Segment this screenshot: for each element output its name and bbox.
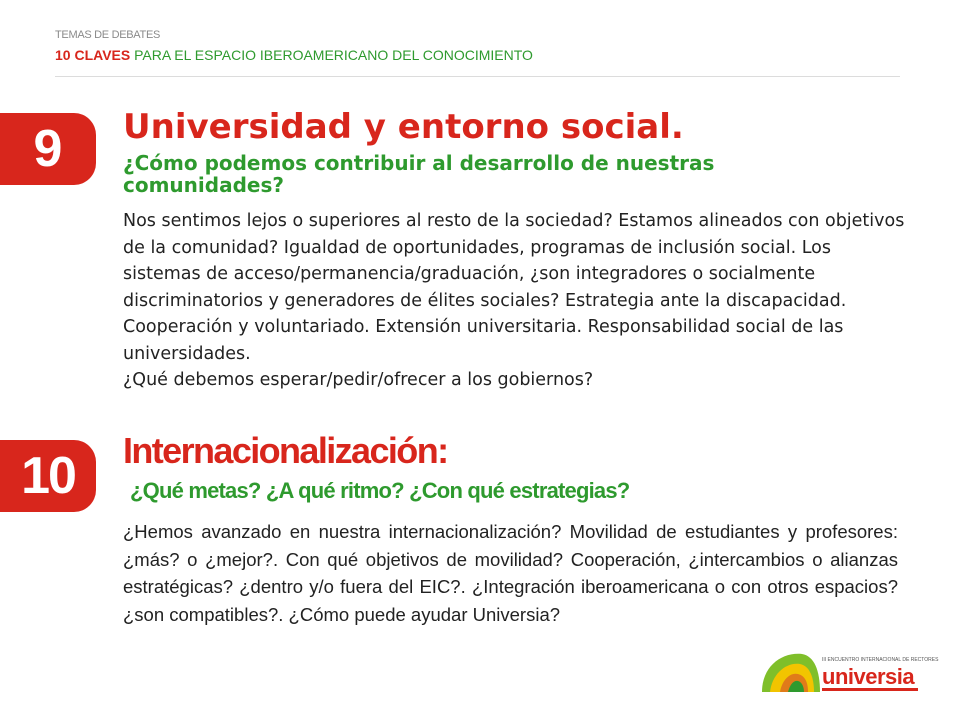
logo-caption: III ENCUENTRO INTERNACIONAL DE RECTORES [822,657,939,663]
section-number-9: 9 [0,113,96,185]
header-rest: PARA EL ESPACIO IBEROAMERICANO DEL CONOCIMIENTO [130,47,533,63]
header-kicker: TEMAS DE DEBATES [55,29,161,41]
section-body-10: ¿Hemos avanzado en nuestra internacionalización? Movilidad de estudiantes y profesores: ¿más? o ¿mejor?. Con qué objetivos de movilidad? Cooperación, ¿intercambios o alianzas estratégicas? ¿dentro y/o fuera del EIC?. ¿Integración iberoamericana o con otros espacios? ¿son compatibles?. ¿Cómo puede ayudar Universia? [123,521,898,625]
section-number-10: 10 [0,440,96,512]
section-body-9-paragraph: Nos sentimos lejos o superiores al resto de la sociedad? Estamos alineados con objetivos de la comunidad? Igualdad de oportunidades, programas de inclusión social. Los sistemas de acceso/permanencia/graduación, ¿son integradores o socialmente discriminatorios y generadores de élites sociales? Estrategia ante la discapacidad. Cooperación y voluntariado. Extensión universitaria. Responsabilidad social de las universidades. [123,211,905,364]
header-highlight: 10 CLAVES [55,47,131,63]
section-title-10: Internacionalización: [123,430,448,471]
header-title [55,47,533,63]
header-divider [55,76,900,77]
section-title-9: Universidad y entorno social. [123,107,684,147]
section-body-9-question: ¿Qué debemos esperar/pedir/ofrecer a los gobiernos? [123,370,594,390]
section-subtitle-10: ¿Qué metas? ¿A qué ritmo? ¿Con qué estrategias? [130,478,630,503]
section-body-9 [123,208,913,394]
logo-wordmark: universia [822,664,915,689]
section-subtitle-9: ¿Cómo podemos contribuir al desarrollo de nuestras comunidades? [123,151,715,197]
